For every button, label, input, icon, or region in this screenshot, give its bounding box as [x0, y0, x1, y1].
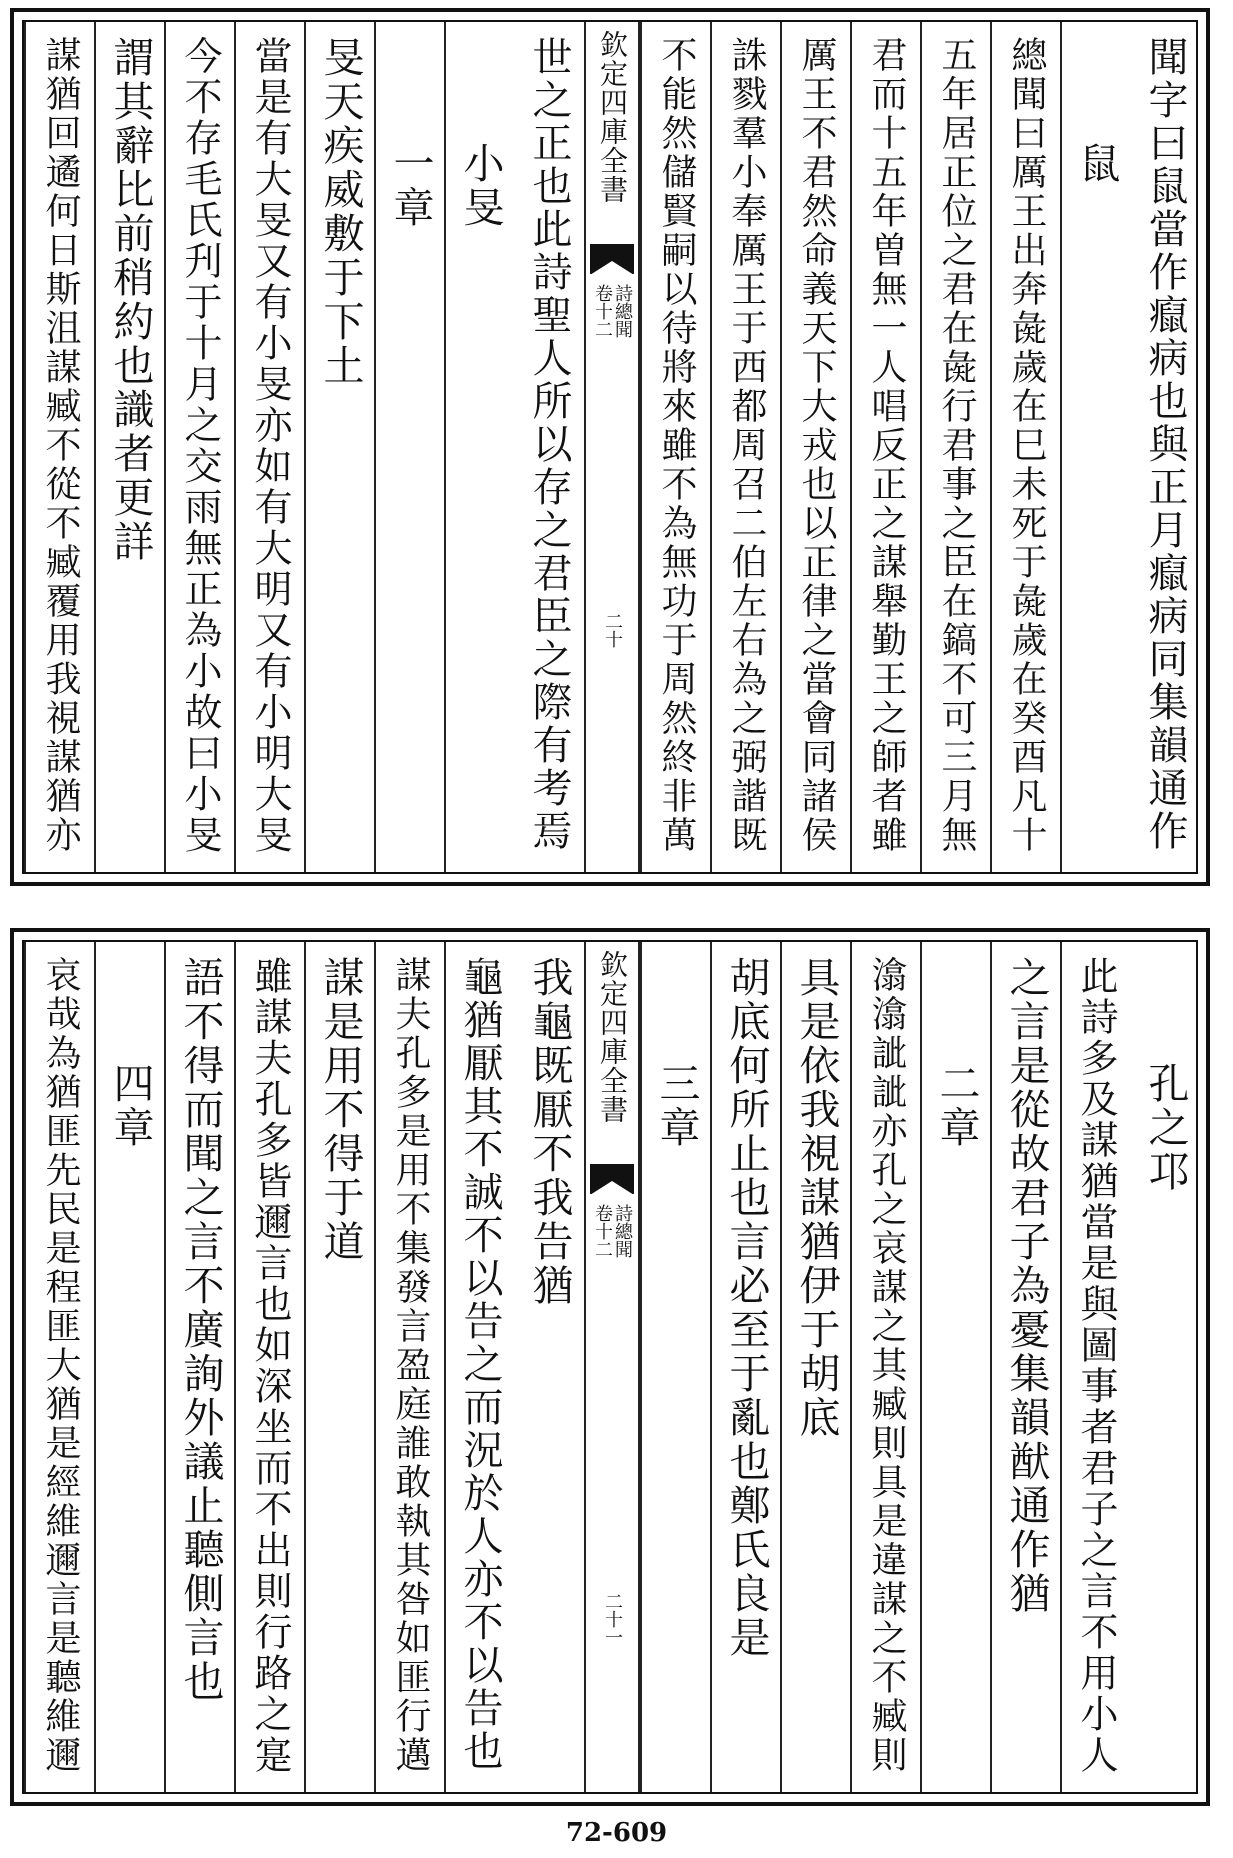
bottom-column-text: 潝潝訿訿亦孔之哀謀之其臧則具是違謀之不臧則 — [866, 956, 907, 1775]
bottom-column-text: 之言是從故君子為憂集韻猷通作猶 — [1002, 956, 1051, 1616]
top-column-text: 一章 — [386, 142, 435, 230]
bottom-page-frame — [22, 940, 1198, 1794]
bottom-column-text: 謀夫孔多是用不集發言盈庭誰敢執其咎如匪行邁 — [390, 956, 431, 1775]
top-column-text: 鼠 — [1072, 142, 1121, 186]
top-text-column — [234, 22, 304, 872]
gutter-juan: 卷十二 — [592, 284, 613, 338]
top-column-text: 當是有大旻又有小旻亦如有大明又有小明大旻 — [248, 36, 292, 856]
gutter-juan: 卷十二 — [592, 1204, 613, 1258]
top-column-text: 世之正也此詩聖人所以存之君臣之際有考焉 — [526, 36, 572, 853]
top-column-text: 五年居正位之君在彘行君事之臣在鎬不可三月無 — [936, 36, 977, 855]
bottom-page — [10, 928, 1210, 1806]
top-column-text: 不能然儲賢嗣以待將來雖不為無功于周然終非萬 — [656, 36, 697, 855]
top-page-frame — [22, 20, 1198, 874]
bottom-text-column — [374, 942, 444, 1792]
bottom-column-text: 雖謀夫孔多皆邇言也如深坐而不出則行路之寔 — [248, 956, 292, 1776]
page-number: 72-609 — [565, 1818, 668, 1848]
gutter-volume — [593, 284, 631, 338]
bottom-column-text: 龜猶厭其不誠不以告之而況於人亦不以告也 — [457, 956, 503, 1773]
bottom-column-text: 語不得而聞之言不廣詢外議止聽側言也 — [176, 956, 225, 1704]
top-column-text: 謀猶回遹何日斯沮謀臧不從不臧覆用我視謀猶亦 — [40, 36, 81, 855]
fish-tail-ornament — [590, 1164, 634, 1194]
bottom-column-text: 此詩多及謀猶當是與圖事者君子之言不用小人 — [1074, 956, 1118, 1776]
bottom-column-text: 謀是用不得于道 — [316, 956, 365, 1264]
bottom-text-column — [990, 942, 1060, 1792]
bottom-column-text: 四章 — [106, 1062, 155, 1150]
gutter-volume — [593, 1204, 631, 1258]
top-text-column — [850, 22, 920, 872]
top-text-column — [94, 22, 164, 872]
top-column-text: 小旻 — [456, 142, 505, 230]
bottom-text-column — [1130, 942, 1200, 1792]
bottom-text-column — [640, 942, 710, 1792]
bottom-text-column — [920, 942, 990, 1792]
bottom-column-text: 孔之邛 — [1141, 1062, 1190, 1194]
top-column-text: 君而十五年曽無一人唱反正之謀舉勤王之師者雖 — [866, 36, 907, 855]
gutter-book-title: 詩總聞 — [612, 284, 633, 338]
bottom-text-column — [164, 942, 234, 1792]
top-gutter — [584, 22, 640, 872]
top-text-column — [990, 22, 1060, 872]
bottom-text-column — [304, 942, 374, 1792]
fish-tail-ornament — [590, 244, 634, 274]
top-text-column — [164, 22, 234, 872]
bottom-text-column — [514, 942, 584, 1792]
top-column-text: 總聞曰厲王出奔彘歲在巳未死于彘歲在癸酉凡十 — [1006, 36, 1047, 855]
bottom-text-column — [444, 942, 514, 1792]
top-column-text: 旻天疾威敷于下土 — [316, 36, 365, 388]
bottom-column-text: 二章 — [932, 1062, 981, 1150]
bottom-column-text: 我龜既厭不我告猶 — [525, 956, 574, 1308]
bottom-text-column — [234, 942, 304, 1792]
top-column-text: 謂其辭比前稍約也識者更詳 — [106, 36, 155, 564]
bottom-text-column — [850, 942, 920, 1792]
top-text-column — [780, 22, 850, 872]
bottom-text-column — [780, 942, 850, 1792]
bottom-text-column — [710, 942, 780, 1792]
bottom-gutter — [584, 942, 640, 1792]
top-text-column — [304, 22, 374, 872]
top-text-column — [920, 22, 990, 872]
top-text-column — [1060, 22, 1130, 872]
bottom-column-text: 具是依我視謀猶伊于胡底 — [792, 956, 841, 1440]
gutter-leaf-number: 二十一 — [602, 1592, 623, 1646]
top-text-column — [710, 22, 780, 872]
bottom-column-text: 哀哉為猶匪先民是程匪大猶是經維邇言是聽維邇 — [40, 956, 81, 1775]
top-column-text: 誅戮羣小奉厲王于西都周召二伯左右為之弼諧既 — [726, 36, 767, 855]
gutter-leaf-number: 二十 — [602, 612, 623, 648]
top-column-text: 今不存毛氏刋于十月之交雨無正為小故曰小旻 — [178, 36, 222, 856]
gutter-title: 欽定四庫全書 — [596, 950, 629, 1124]
bottom-text-column — [94, 942, 164, 1792]
top-text-column — [1130, 22, 1200, 872]
bottom-text-column — [1060, 942, 1130, 1792]
top-text-column — [514, 22, 584, 872]
top-column-text: 厲王不君然命義天下大戎也以正律之當會同諸侯 — [796, 36, 837, 855]
bottom-text-column — [24, 942, 94, 1792]
top-text-column — [24, 22, 94, 872]
top-page — [10, 8, 1210, 886]
top-text-column — [640, 22, 710, 872]
top-column-text: 聞字曰鼠當作癙病也與正月癙病同集韻通作 — [1142, 36, 1188, 853]
gutter-title: 欽定四庫全書 — [596, 30, 629, 204]
gutter-book-title: 詩總聞 — [612, 1204, 633, 1258]
bottom-column-text: 胡底何所止也言必至于亂也鄭氏良是 — [722, 956, 771, 1660]
bottom-column-text: 三章 — [652, 1062, 701, 1150]
top-text-column — [444, 22, 514, 872]
top-text-column — [374, 22, 444, 872]
